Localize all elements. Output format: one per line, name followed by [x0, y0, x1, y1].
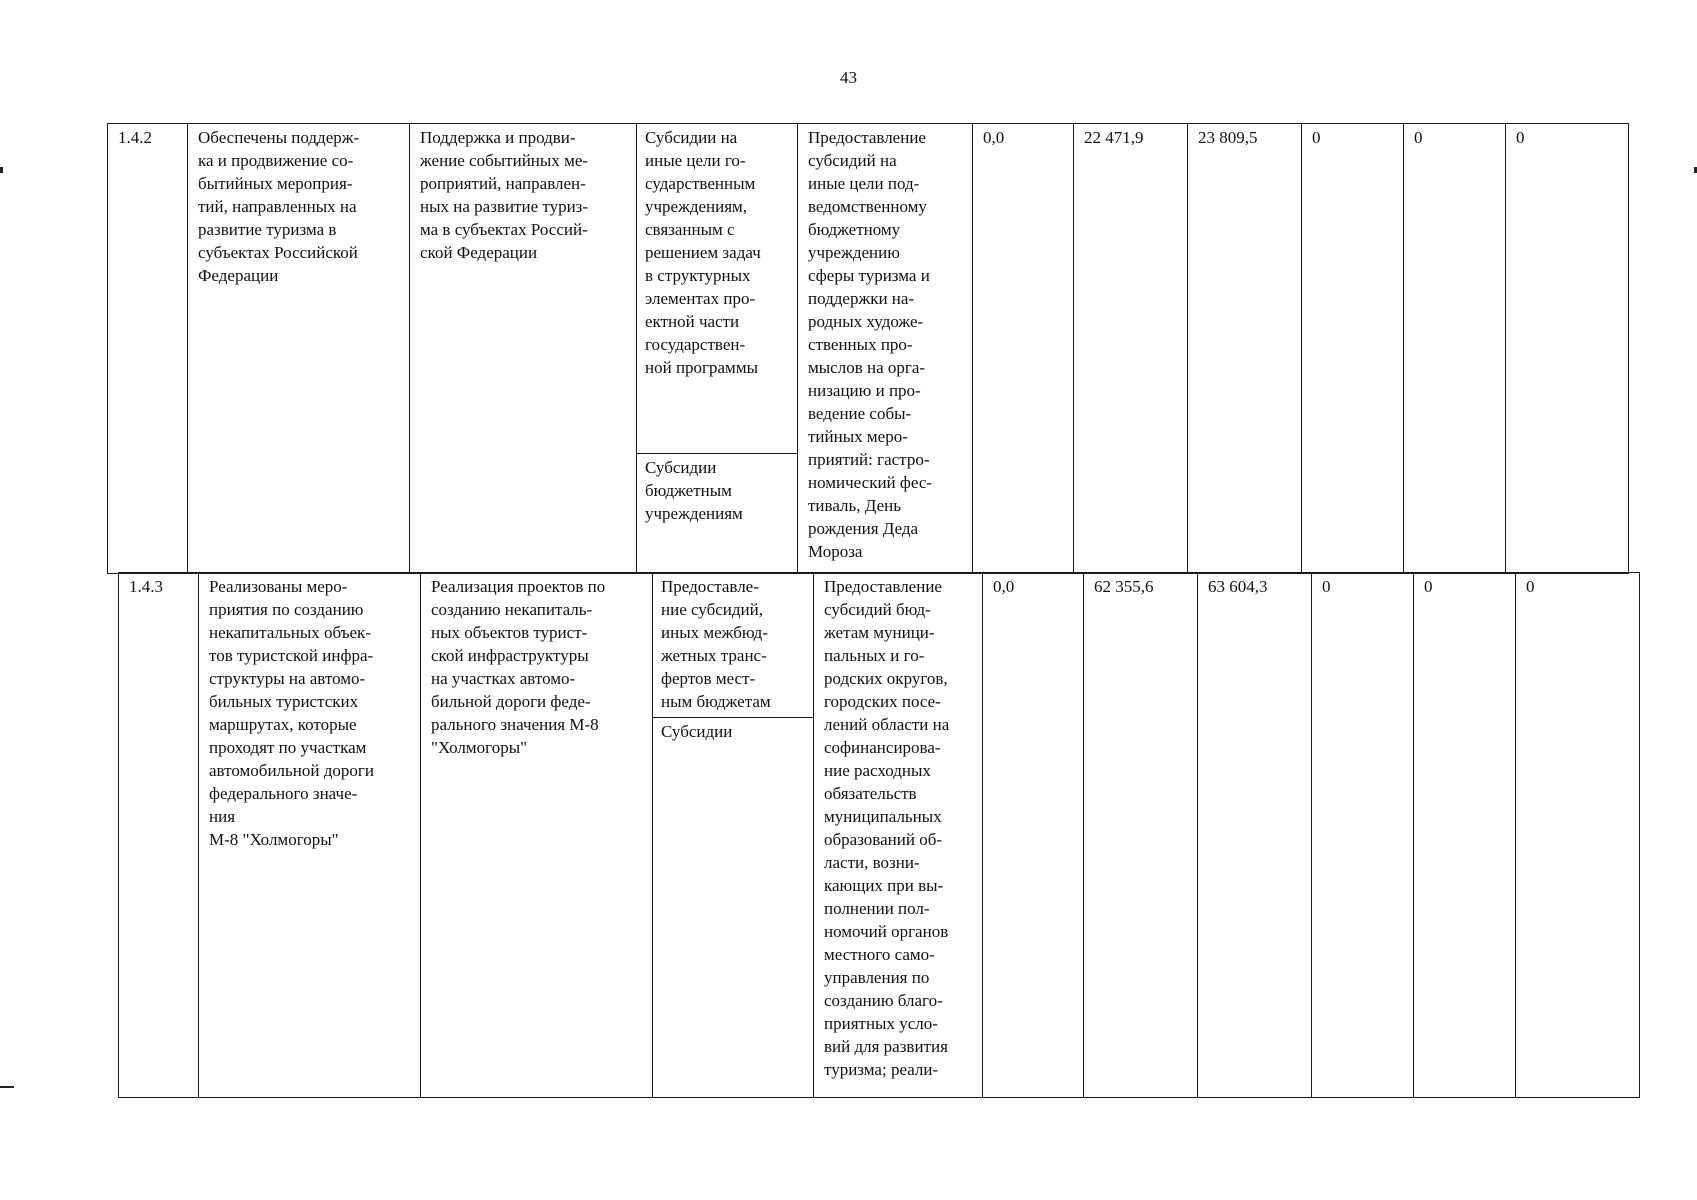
row-code: 1.4.2	[118, 128, 152, 147]
table-row	[108, 124, 1629, 574]
value-cell	[1302, 124, 1404, 574]
value-2: 22 471,9	[1084, 128, 1144, 147]
expense-type-primary: Предоставле- ние субсидий, иных межбюд- жетных транс- фертов мест- ным бюджетам	[653, 573, 813, 718]
expense-type-secondary: Субсидии	[661, 722, 733, 741]
value-6: 0	[1516, 128, 1525, 147]
value-cell	[1404, 124, 1506, 574]
value-cell	[1312, 573, 1414, 1098]
activity-cell	[410, 124, 637, 574]
value-4: 0	[1322, 577, 1331, 596]
expense-type-secondary: Субсидии бюджетным учреждениям	[645, 458, 743, 523]
result-text: Обеспечены поддерж- ка и продвижение со- бытийных мероприя- тий, направленных на развитие туризма в субъектах Российской Федерации	[198, 128, 360, 285]
description-text: Предоставление субсидий на иные цели под- ведомственному бюджетному учреждению сферы туризма и поддержки на- родных художе- ственных про- мыслов на орга- низацию и про- ведение собы- тийных меро- приятий: гастро- номический фес- тиваль, День рождения Деда Мороза	[808, 128, 933, 561]
result-cell	[188, 124, 410, 574]
value-cell	[983, 573, 1084, 1098]
expense-type-primary: Субсидии на иные цели го- сударственным учреждениям, связанным с решением задач в структурных элементах про- ектной части государствен- ной программы	[637, 124, 797, 454]
value-cell	[1198, 573, 1312, 1098]
value-1: 0,0	[993, 577, 1015, 596]
budget-table-part-1	[107, 123, 1629, 574]
value-cell	[973, 124, 1074, 574]
value-cell	[1188, 124, 1302, 574]
activity-cell	[421, 573, 653, 1098]
row-code: 1.4.3	[129, 577, 163, 596]
description-cell	[814, 573, 983, 1098]
value-cell	[1506, 124, 1629, 574]
budget-table-part-2	[118, 572, 1640, 1098]
scan-mark-left-top	[0, 167, 3, 173]
scan-mark-left-bottom	[0, 1086, 14, 1088]
result-cell	[199, 573, 421, 1098]
page-number: 43	[840, 68, 857, 87]
row-code-cell	[119, 573, 199, 1098]
description-text: Предоставление субсидий бюд- жетам муници- пальных и го- родских округов, городских посе- лений области на софинансирова- ние расходных обязательств муниципальных образований об- ласти, возни- кающих при вы- полнении пол- номочий органов местного само- управления по созданию благо- приятных усло- вий для развития туризма; реали-	[824, 577, 950, 1079]
value-cell	[1516, 573, 1640, 1098]
activity-text: Поддержка и продви- жение событийных ме- роприятий, направлен- ных на развитие туриз- ма в субъектах Россий- ской Федерации	[420, 128, 589, 262]
expense-type-cell	[653, 573, 814, 1098]
table-row	[119, 573, 1640, 1098]
value-5: 0	[1414, 128, 1423, 147]
value-2: 62 355,6	[1094, 577, 1154, 596]
value-6: 0	[1526, 577, 1535, 596]
value-cell	[1414, 573, 1516, 1098]
description-cell	[798, 124, 973, 574]
value-cell	[1074, 124, 1188, 574]
value-4: 0	[1312, 128, 1321, 147]
value-1: 0,0	[983, 128, 1005, 147]
activity-text: Реализация проектов по созданию некапиталь- ных объектов турист- ской инфраструктуры на участках автомо- бильной дороги феде- рального значения М-8 "Холмогоры"	[431, 577, 606, 757]
value-5: 0	[1424, 577, 1433, 596]
row-code-cell	[108, 124, 188, 574]
value-cell	[1084, 573, 1198, 1098]
expense-type-cell	[637, 124, 798, 574]
value-3: 23 809,5	[1198, 128, 1258, 147]
result-text: Реализованы меро- приятия по созданию некапитальных объек- тов туристской инфра- структуры на автомо- бильных туристских маршрутах, которые проходят по участкам автомобильной дороги федерального значе- ния М-8 "Холмогоры"	[209, 577, 374, 849]
value-3: 63 604,3	[1208, 577, 1268, 596]
